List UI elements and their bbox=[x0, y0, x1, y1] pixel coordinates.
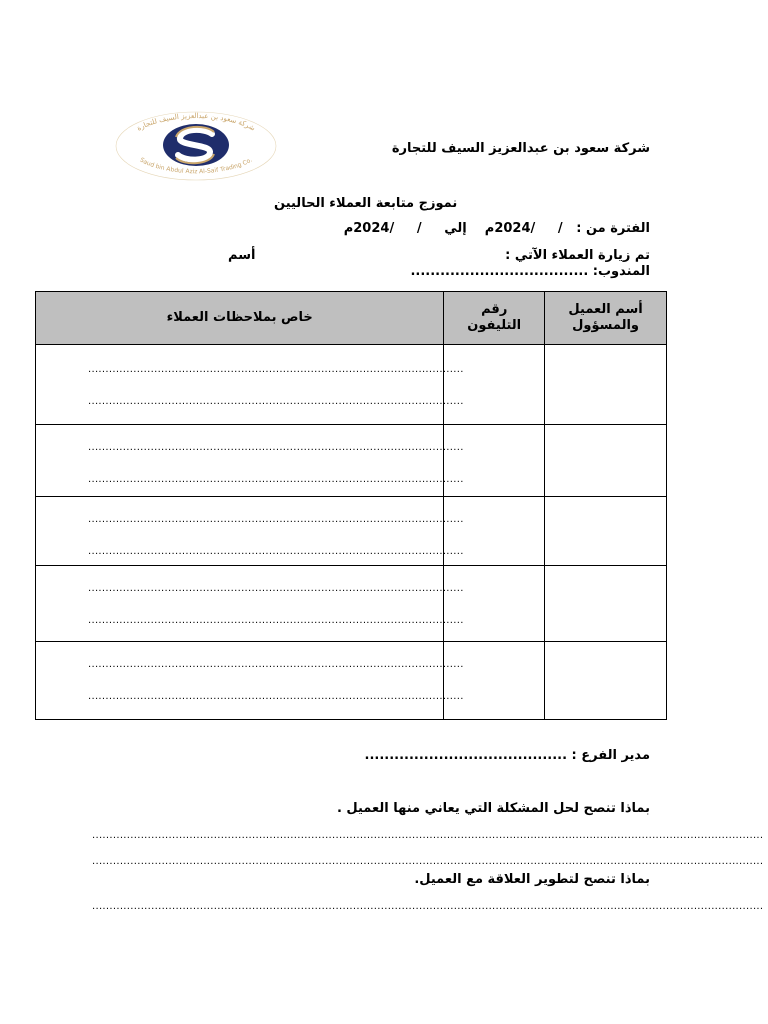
question-relationship: بماذا تنصح لتطوير العلاقة مع العميل. bbox=[414, 872, 650, 887]
phone-cell[interactable] bbox=[444, 642, 545, 720]
dotted-line: ............................................................................................................ bbox=[88, 396, 464, 407]
notes-cell[interactable] bbox=[36, 642, 464, 720]
table-row bbox=[36, 566, 667, 642]
form-title: نموزج متابعة العملاء الحاليين bbox=[274, 196, 458, 211]
answer-line[interactable]: ................................................................................................................................................................................................. bbox=[92, 830, 764, 841]
clients-table bbox=[35, 291, 667, 720]
dotted-line: ............................................................................................................ bbox=[88, 442, 464, 453]
header-phone-label: رقم التليفون bbox=[467, 302, 522, 333]
answer-line[interactable]: ................................................................................................................................................................................................. bbox=[92, 901, 764, 912]
period-line: الفترة من : / /2024م إلي / /2024م bbox=[343, 221, 650, 236]
phone-cell[interactable] bbox=[444, 345, 545, 425]
phone-cell[interactable] bbox=[444, 566, 545, 642]
table-row bbox=[36, 642, 667, 720]
name-label: أسم bbox=[228, 248, 256, 263]
answer-line[interactable]: ................................................................................................................................................................................................. bbox=[92, 856, 764, 867]
notes-cell[interactable] bbox=[36, 345, 464, 425]
client-cell[interactable] bbox=[545, 566, 667, 642]
header-client bbox=[545, 292, 667, 345]
client-cell[interactable] bbox=[545, 425, 667, 497]
client-cell[interactable] bbox=[545, 642, 667, 720]
logo-arc-text-en: Saud bin Abdul Aziz Al-Saif Trading Co. bbox=[138, 156, 254, 176]
dotted-line: ............................................................................................................ bbox=[88, 583, 464, 594]
table-row bbox=[36, 425, 667, 497]
client-cell[interactable] bbox=[545, 345, 667, 425]
dotted-line: ............................................................................................................ bbox=[88, 691, 464, 702]
dotted-line: ............................................................................................................ bbox=[88, 364, 464, 375]
client-cell[interactable] bbox=[545, 497, 667, 566]
header-notes: خاص بملاحظات العملاء bbox=[36, 292, 444, 345]
dotted-line: ............................................................................................................ bbox=[88, 546, 464, 557]
table-row bbox=[36, 497, 667, 566]
representative-field[interactable]: المندوب: .................................... bbox=[410, 264, 650, 279]
company-logo bbox=[112, 108, 280, 184]
dotted-line: ............................................................................................................ bbox=[88, 474, 464, 485]
phone-cell[interactable] bbox=[444, 425, 545, 497]
branch-manager-field[interactable]: مدير الفرع : ......................................... bbox=[364, 748, 650, 763]
company-name: شركة سعود بن عبدالعزيز السيف للتجارة bbox=[391, 141, 650, 156]
notes-cell[interactable] bbox=[36, 497, 464, 566]
header-client-label: أسم العميل والمسؤول bbox=[568, 302, 643, 333]
dotted-line: ............................................................................................................ bbox=[88, 514, 464, 525]
logo-arc-text: شركة سعود بن عبدالعزيز السيف للتجارة bbox=[135, 111, 257, 133]
dotted-line: ............................................................................................................ bbox=[88, 615, 464, 626]
dotted-line: ............................................................................................................ bbox=[88, 659, 464, 670]
visited-clients-label: تم زيارة العملاء الآتي : bbox=[505, 248, 650, 263]
notes-cell[interactable] bbox=[36, 566, 464, 642]
question-problem-solution: بماذا تنصح لحل المشكلة التي يعاني منها العميل . bbox=[336, 801, 650, 816]
header-phone bbox=[444, 292, 545, 345]
table-row bbox=[36, 345, 667, 425]
notes-cell[interactable] bbox=[36, 425, 464, 497]
table-header-row bbox=[36, 292, 667, 345]
